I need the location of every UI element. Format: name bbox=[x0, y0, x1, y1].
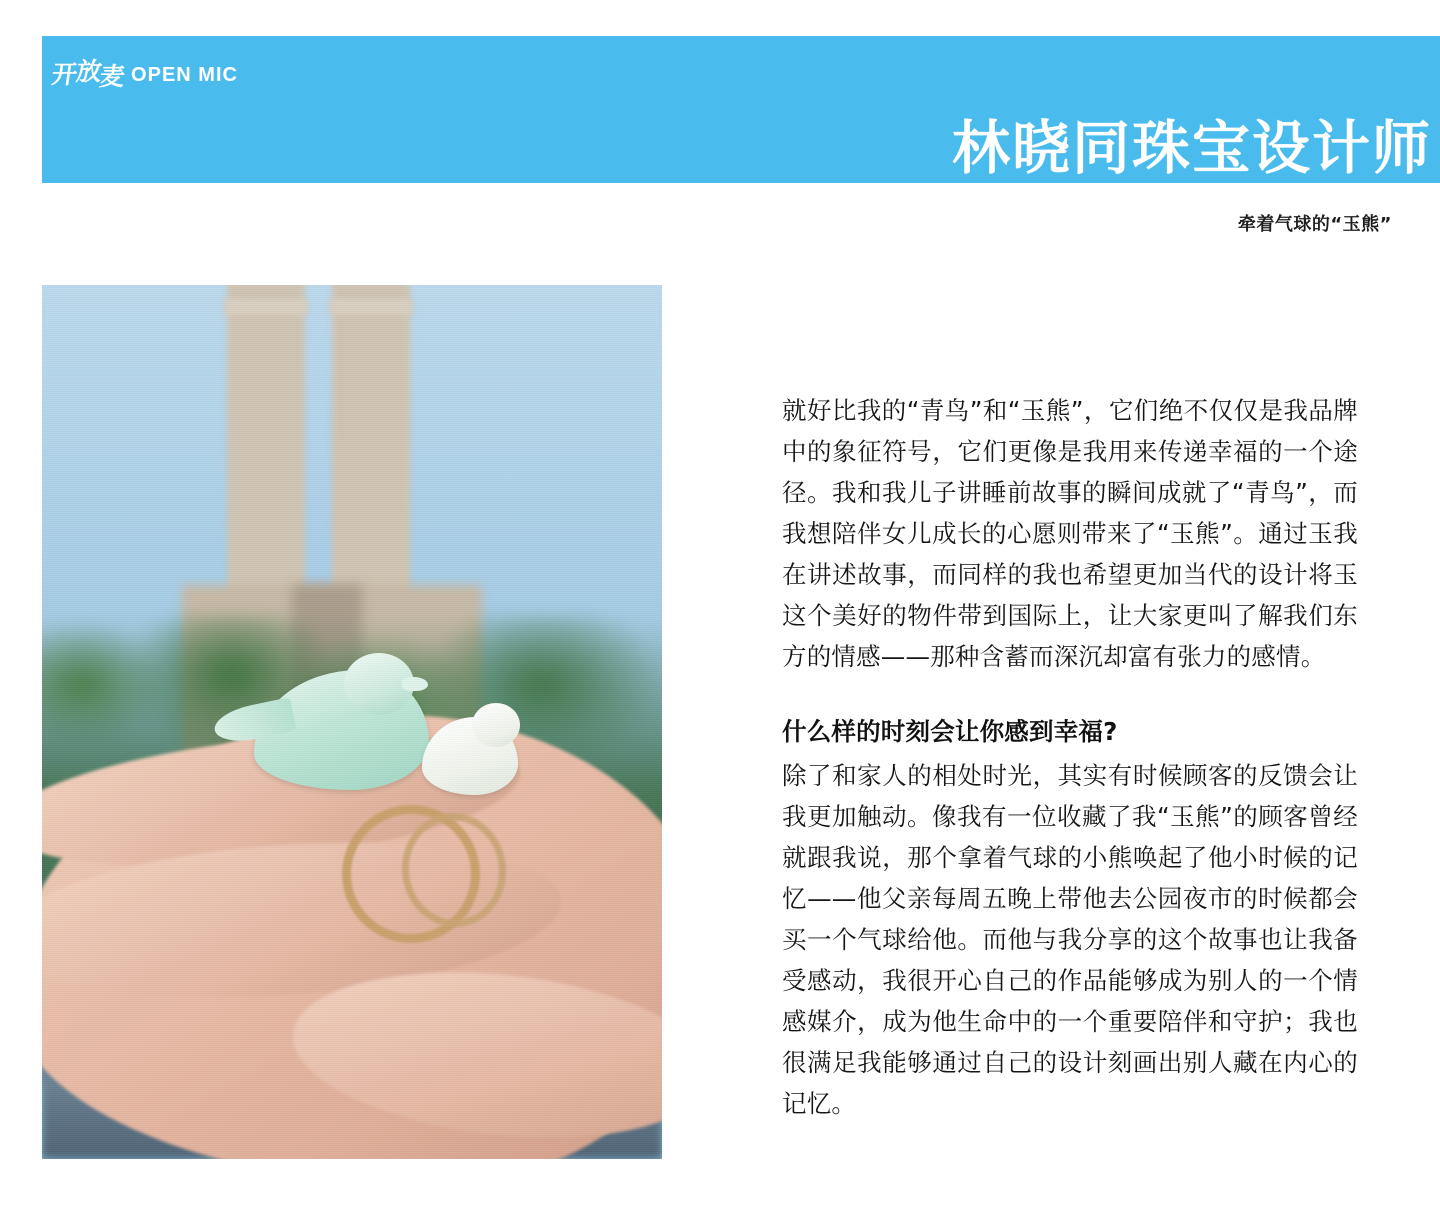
article-body bbox=[782, 390, 1358, 1124]
page-title: 林晓同珠宝设计师 bbox=[951, 114, 1432, 182]
tower-right-cap-shape bbox=[330, 299, 412, 315]
photo-caption: 牵着气球的“玉熊” bbox=[1237, 214, 1392, 235]
header-banner bbox=[42, 36, 1440, 183]
article-question-heading: 什么样的时刻会让你感到幸福? bbox=[782, 717, 1118, 746]
logo-chinese-characters bbox=[50, 57, 125, 91]
tower-right-shape bbox=[332, 285, 410, 609]
logo-char-3: 麦 bbox=[97, 62, 125, 91]
jade-bird-rings-photo bbox=[42, 285, 662, 1159]
article-paragraph-2: 除了和家人的相处时光，其实有时候顾客的反馈会让我更加触动。像我有一位收藏了我“玉熊”的顾客曾经就跟我说，那个拿着气球的小熊唤起了他小时候的记忆——他父亲每周五晚上带他去公园夜市的时候都会买一个气球给他。而他与我分享的这个故事也让我备受感动，我很开心自己的作品能够成为别人的一个情感媒介，成为他生命中的一个重要陪伴和守护；我也很满足我能够通过自己的设计刻画出别人藏在内心的记忆。 bbox=[782, 761, 1358, 1118]
open-mic-logo bbox=[50, 57, 238, 91]
logo-char-2: 放 bbox=[74, 57, 102, 86]
article-paragraph-1: 就好比我的“青鸟”和“玉熊”，它们绝不仅仅是我品牌中的象征符号，它们更像是我用来传递幸福的一个途径。我和我儿子讲睡前故事的瞬间成就了“青鸟”，而我想陪伴女儿成长的心愿则带来了“玉熊”。通过玉我在讲述故事，而同样的我也希望更加当代的设计将玉这个美好的物件带到国际上，让大家更叫了解我们东方的情感——那种含蓄而深沉却富有张力的感情。 bbox=[782, 396, 1358, 671]
tower-left-shape bbox=[227, 285, 305, 609]
jade-bird-large-beak bbox=[402, 677, 428, 691]
logo-char-1: 开 bbox=[50, 60, 78, 89]
logo-english-text: OPEN MIC bbox=[131, 63, 238, 86]
tower-left-cap-shape bbox=[225, 299, 307, 315]
jade-bird-small-head bbox=[472, 703, 520, 747]
